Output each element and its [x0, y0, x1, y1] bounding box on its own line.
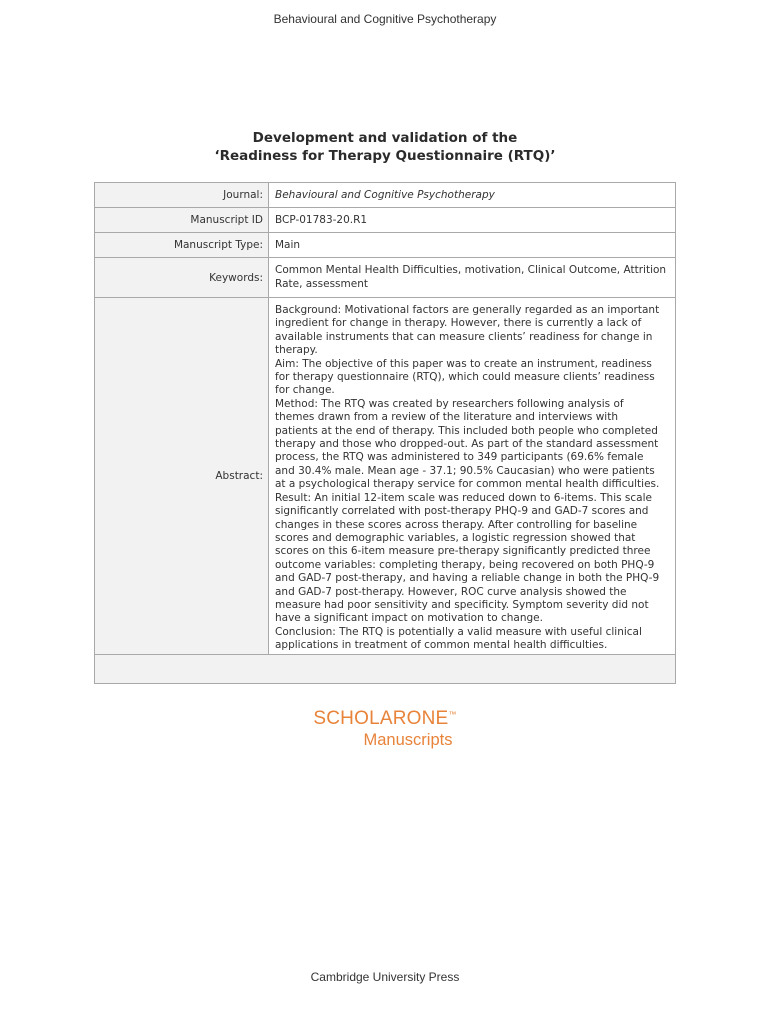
abstract-line: Conclusion: The RTQ is potentially a valid measure with useful clinical — [275, 625, 642, 638]
abstract-line: therapy. — [275, 344, 318, 357]
manuscript-id-row — [95, 208, 675, 233]
journal-value: Behavioural and Cognitive Psychotherapy — [275, 189, 495, 201]
abstract-line: changes in these scores across therapy. After controlling for baseline — [275, 518, 638, 531]
keywords-label: Keywords: — [95, 258, 269, 297]
abstract-line: Aim: The objective of this paper was to create an instrument, readiness — [275, 357, 652, 370]
abstract-line: therapy and those who dropped-out. As part of the standard assessment — [275, 438, 659, 451]
abstract-line: process, the RTQ was administered to 349 participants (69.6% female — [275, 451, 644, 464]
abstract-label: Abstract: — [95, 298, 269, 654]
running-header: Behavioural and Cognitive Psychotherapy — [273, 12, 497, 26]
manuscript-id-label: Manuscript ID — [95, 208, 269, 232]
journal-label: Journal: — [95, 183, 269, 207]
abstract-line: Background: Motivational factors are generally regarded as an important — [275, 304, 660, 316]
abstract-line: scores and demographic variables, a logistic regression showed that — [275, 531, 636, 544]
manuscript-id-value: BCP-01783-20.R1 — [275, 214, 368, 226]
manuscript-type-label: Manuscript Type: — [95, 233, 269, 257]
abstract-line: scores on this 6-item measure pre-therapy significantly predicted three — [275, 545, 651, 558]
abstract-line: and GAD-7 post-therapy, and having a reliable change in both the PHQ-9 — [275, 572, 660, 585]
manuscript-type-row — [95, 233, 675, 258]
title-line-2: ‘Readiness for Therapy Questionnaire (RTQ)’ — [214, 148, 556, 164]
abstract-line: Method: The RTQ was created by researchers following analysis of — [275, 397, 624, 410]
abstract-line: themes drawn from a review of the literature and interviews with — [275, 411, 618, 424]
logo-subtitle: Manuscripts — [363, 731, 453, 749]
title-line-1: Development and validation of the — [252, 130, 518, 146]
abstract-line: for change. — [275, 384, 335, 397]
abstract-text — [275, 304, 659, 653]
journal-row — [95, 183, 675, 208]
logo-trademark: ™ — [448, 710, 457, 719]
abstract-line: applications in treatment of common mental health difficulties. — [275, 639, 608, 652]
logo-name: SCHOLARONE — [313, 708, 449, 729]
abstract-line: outcome variables: completing therapy, being recovered on both PHQ-9 — [275, 558, 655, 571]
abstract-body — [269, 298, 675, 654]
abstract-line: available instruments that can measure clients’ readiness for change in — [275, 330, 653, 343]
paper-title — [0, 129, 770, 165]
abstract-line: and 30.4% male. Mean age - 37.1; 90.5% Caucasian) who were patients — [275, 464, 655, 477]
abstract-line: have a significant impact on motivation to change. — [275, 612, 543, 625]
abstract-line: Result: An initial 12-item scale was reduced down to 6-items. This scale — [275, 491, 652, 504]
empty-row — [95, 655, 675, 683]
publisher-footer: Cambridge University Press — [310, 970, 460, 984]
abstract-line: ingredient for change in therapy. However, there is currently a lack of — [275, 317, 642, 330]
scholarone-logo — [0, 708, 770, 750]
keywords-value: Common Mental Health Difficulties, motivation, Clinical Outcome, Attrition Rate, assessment — [275, 264, 667, 290]
abstract-row — [95, 298, 675, 655]
abstract-line: at a psychological therapy service for common mental health difficulties. — [275, 478, 660, 491]
abstract-line: and GAD-7 post-therapy. However, ROC curve analysis showed the — [275, 585, 627, 598]
abstract-line: significantly correlated with post-therapy PHQ-9 and GAD-7 scores and — [275, 505, 649, 518]
abstract-line: measure had poor sensitivity and specificity. Symptom severity did not — [275, 598, 649, 611]
manuscript-metadata-table — [94, 182, 676, 684]
manuscript-type-value: Main — [275, 239, 301, 251]
empty-cell — [95, 655, 675, 683]
abstract-line: patients at the end of therapy. This included both people who completed — [275, 424, 658, 437]
keywords-row — [95, 258, 675, 298]
logo-wordmark — [0, 708, 770, 730]
abstract-line: for therapy questionnaire (RTQ), which could measure clients’ readiness — [275, 371, 655, 384]
